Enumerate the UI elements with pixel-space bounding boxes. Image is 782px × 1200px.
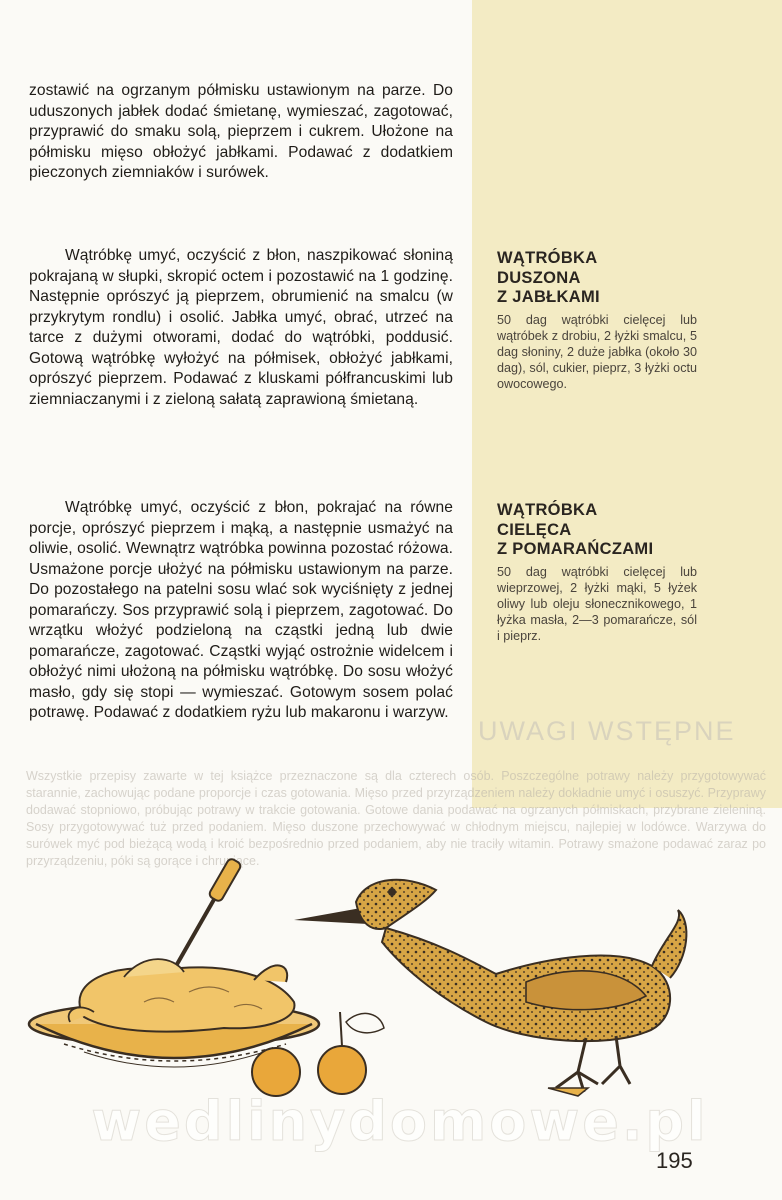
goose-illustration <box>286 862 696 1102</box>
recipe-sidebar-band <box>472 0 782 808</box>
bleed-through-heading: UWAGI WSTĘPNE <box>478 716 736 746</box>
bleed-through-text: Wszystkie przepisy zawarte w tej książce przeznaczone są dla czterech osób. Poszczególne potrawy należy przygotowywać starannie, zachowując podane proporcje i czas gotowania. Mięso przed przyrządzeniem należy dokładnie umyć i osuszyć. Przyprawy dodawać stopniowo, próbując potrawy w trakcie gotowania. Gotowe dania podawać na ogrzanych półmiskach, przybrane zieleniną. Sosy przygotowywać tuż przed podaniem. Mięso duszone przechowywać w chłodnym miejscu, najlepiej w lodówce. Warzywa do surówek myć pod bieżącą wodą i kroić bezpośrednio przed podaniem, aby nie traciły witamin. Potrawy smażone podawać zaraz po przyrządzeniu, póki są gorące i chrupiące. <box>26 769 766 868</box>
recipe-1-title <box>497 249 757 308</box>
recipe-1-title-line-2: DUSZONA <box>497 268 581 287</box>
recipe-2-title-line-2: CIELĘCA <box>497 520 572 539</box>
page-number: 195 <box>656 1148 693 1173</box>
intro-paragraph: zostawić na ogrzanym półmisku ustawionym na parze. Do uduszonych jabłek dodać śmietanę, wymieszać, zagotować, przyprawić do smaku solą, pieprzem i cukrem. Ułożone na półmisku mięso obłożyć jabłkami. Podawać z dodatkiem pieczonych ziemniaków i surówek. <box>29 82 453 181</box>
roast-chicken-icon <box>69 959 295 1032</box>
recipe-1-title-line-1: WĄTRÓBKA <box>497 249 598 267</box>
recipe-1-title-line-3: Z JABŁKAMI <box>497 288 600 306</box>
recipe-2-title-line-1: WĄTRÓBKA <box>497 501 598 519</box>
recipe-2-header <box>497 501 757 644</box>
recipe-1-method: Wątróbkę umyć, oczyścić z błon, naszpikować słoniną pokrajaną w słupki, skropić octem i pozostawić na 1 godzinę. Następnie oprószyć ją pieprzem, obrumienić na smalcu (w przykrytym rondlu) i osolić. Jabłka umyć, obrać, utrzeć na tarce z dużymi otworami, dodać do wątróbki, poddusić. Gotową wątróbkę wyłożyć na półmisek, obłożyć jabłkami, oprószyć pieprzem. Podawać z kluskami półfrancuskimi lub ziemniaczanymi i z zieloną sałatą zaprawioną śmietaną. <box>29 247 453 408</box>
watermark: wedlinydomowe.pl <box>91 1090 709 1153</box>
recipe-2-title-line-3: Z POMARAŃCZAMI <box>497 540 654 558</box>
goose-icon <box>294 880 686 1096</box>
recipe-2-ingredients: 50 dag wątróbki cielęcej lub wieprzowej, 2 łyżki mąki, 5 łyżek oliwy lub oleju słonecznikowego, 1 łyżka masła, 2—3 pomarańcze, sól i pieprz. <box>497 564 697 643</box>
recipe-2-method: Wątróbkę umyć, oczyścić z błon, pokrajać na równe porcje, oprószyć pieprzem i mąką, a następnie usmażyć na oliwie, osolić. Wewnątrz wątróbka powinna pozostać różowa. Usmażone porcje ułożyć na półmisku ustawionym na parze. Do pozostałego na patelni sosu wlać sok wyciśnięty z jednej pomarańczy. Sos przyprawić solą i pieprzem, zagotować. Do wrzątku włożyć podzieloną na cząstki jedną lub dwie pomarańcze, zagotować. Cząstki wyjąć ostrożnie widelcem i obłożyć nimi ułożoną na półmisku wątróbkę. Do sosu włożyć masło, gdy się stopi — wymieszać. Gotowym sosem polać potrawę. Podawać z dodatkiem ryżu lub makaronu i warzyw. <box>29 499 453 721</box>
recipe-1-ingredients: 50 dag wątróbki cielęcej lub wątróbek z drobiu, 2 łyżki smalcu, 5 dag słoniny, 2 duże jabłka (około 30 dag), sól, cukier, pieprz, 3 łyżki octu owocowego. <box>497 312 697 391</box>
recipe-2-title <box>497 501 757 560</box>
recipe-1-header <box>497 249 757 392</box>
